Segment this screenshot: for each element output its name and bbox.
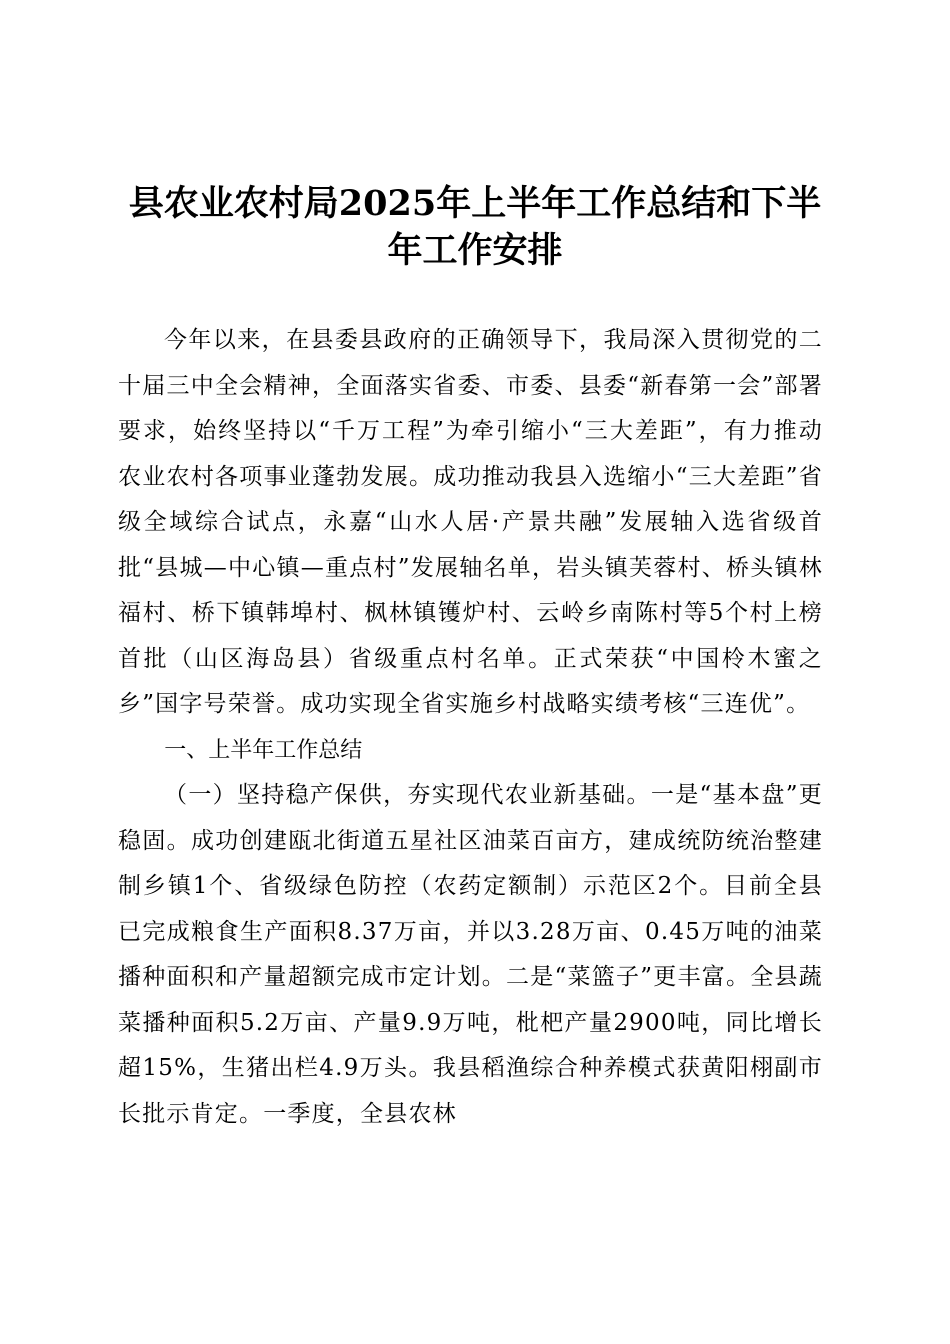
document-title: 县农业农村局2025年上半年工作总结和下半年工作安排: [128, 183, 822, 271]
section-heading: 一、上半年工作总结: [164, 737, 363, 763]
intro-paragraph: 今年以来，在县委县政府的正确领导下，我局深入贯彻党的二十届三中全会精神，全面落实省委、市委、县委“新春第一会”部署要求，始终坚持以“千万工程”为牵引缩小“三大差距”，有力推动农业农村各项事业蓬勃发展。成功推动我县入选缩小“三大差距”省级全域综合试点，永嘉“山水人居·产景共融”发展轴入选省级首批“县城—中心镇—重点村”发展轴名单，岩头镇芙蓉村、桥头镇林福村、桥下镇韩埠村、枫林镇镬炉村、云岭乡南陈村等5个村上榜首批（山区海岛县）省级重点村名单。正式荣获“中国柃木蜜之乡”国字号荣誉。成功实现全省实施乡村战略实绩考核“三连优”。: [118, 327, 823, 717]
document-body: [118, 318, 823, 1137]
body-paragraph: （一）坚持稳产保供，夯实现代农业新基础。一是“基本盘”更稳固。成功创建瓯北街道五星社区油菜百亩方，建成统防统治整建制乡镇1个、省级绿色防控（农药定额制）示范区2个。目前全县已完成粮食生产面积8.37万亩，并以3.28万亩、0.45万吨的油菜播种面积和产量超额完成市定计划。二是“菜篮子”更丰富。全县蔬菜播种面积5.2万亩、产量9.9万吨，枇杷产量2900吨，同比增长超15%，生猪出栏4.9万头。我县稻渔综合种养模式获黄阳栩副市长批示肯定。一季度，全县农林: [118, 782, 823, 1127]
